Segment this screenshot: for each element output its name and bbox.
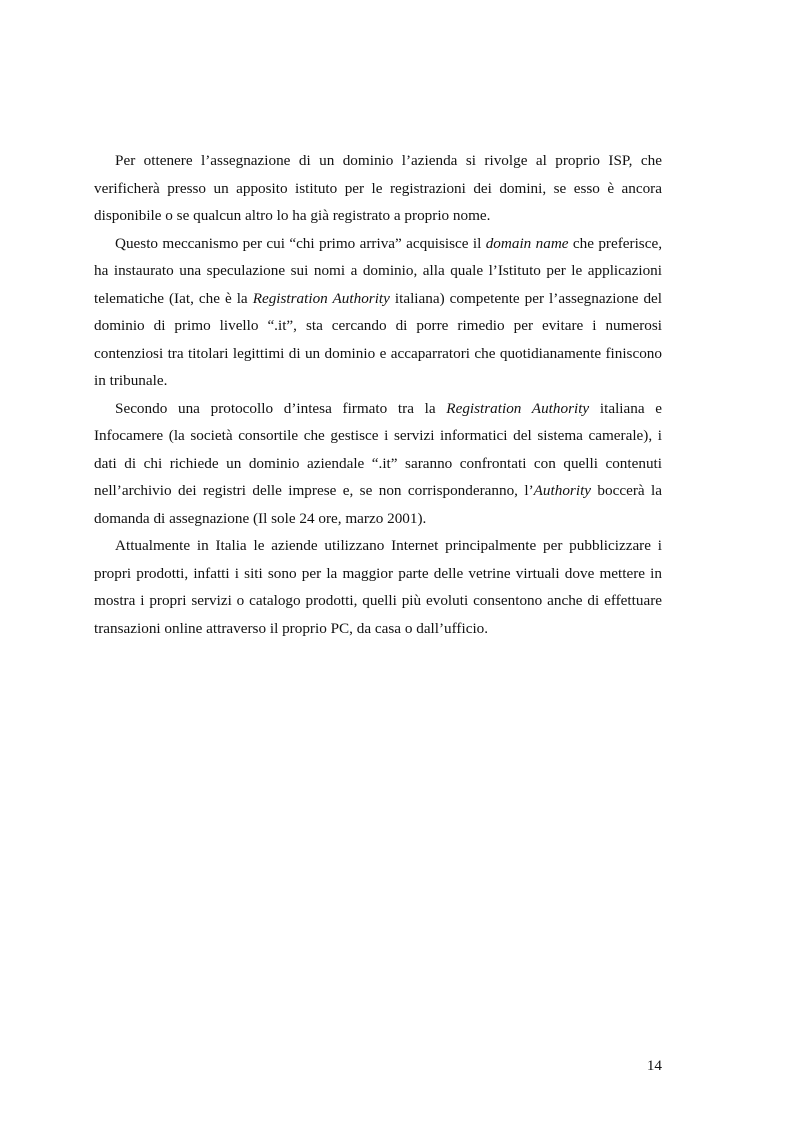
paragraph-4-text: Attualmente in Italia le aziende utilizzano Internet principalmente per pubblicizzare i propri prodotti, infatti i siti sono per la maggior parte delle vetrine virtuali dove mettere in mostra i propri servizi o catalogo prodotti, quelli più evoluti consentono anche di effettuare transazioni online attraverso il proprio PC, da casa o dall’ufficio. [94,537,662,637]
body-text [94,147,662,642]
paragraph-3-text-3: boccerà la domanda di assegnazione (Il sole 24 ore, marzo 2001). [94,482,662,527]
paragraph-3-text-1: Secondo una protocollo d’intesa firmato tra la [115,399,447,417]
paragraph-2-text-1: Questo meccanismo per cui “chi primo arriva” acquisisce il [115,234,486,252]
paragraph-3-italic-registration-authority: Registration Authority [446,399,590,417]
paragraph-2-italic-registration-authority: Registration Authority [252,289,390,307]
paragraph-2-italic-domain-name: domain name [485,234,569,252]
paragraph-3-italic-authority: Authority [533,482,592,499]
paragraph-1 [94,147,662,230]
paragraph-1-text: Per ottenere l’assegnazione di un dominio l’azienda si rivolge al proprio ISP, che verificherà presso un apposito istituto per le registrazioni dei domini, se esso è ancora disponibile o se qualcun altro lo ha già registrato a proprio nome. [94,152,662,224]
paragraph-3-text-2: italiana e Infocamere (la società consortile che gestisce i servizi informatici del sistema camerale), i dati di chi richiede un dominio aziendale “.it” saranno confrontati con quelli contenuti nell’archivio dei registri delle imprese e, se non corrisponderanno, l’ [94,399,663,499]
paragraph-2-text-3: italiana) competente per l’assegnazione del dominio di primo livello “.it”, sta cercando di porre rimedio per evitare i numerosi contenziosi tra titolari legittimi di un dominio e accaparratori che quotidianamente finiscono in tribunale. [94,289,663,389]
paragraph-2 [94,230,662,395]
paragraph-4 [94,532,662,642]
page-number: 14 [646,1057,662,1074]
paragraph-3 [94,395,662,533]
paragraph-2-text-2: che preferisce, ha instaurato una speculazione sui nomi a dominio, alla quale l’Istituto per le applicazioni telematiche (Iat, che è la [94,234,662,307]
